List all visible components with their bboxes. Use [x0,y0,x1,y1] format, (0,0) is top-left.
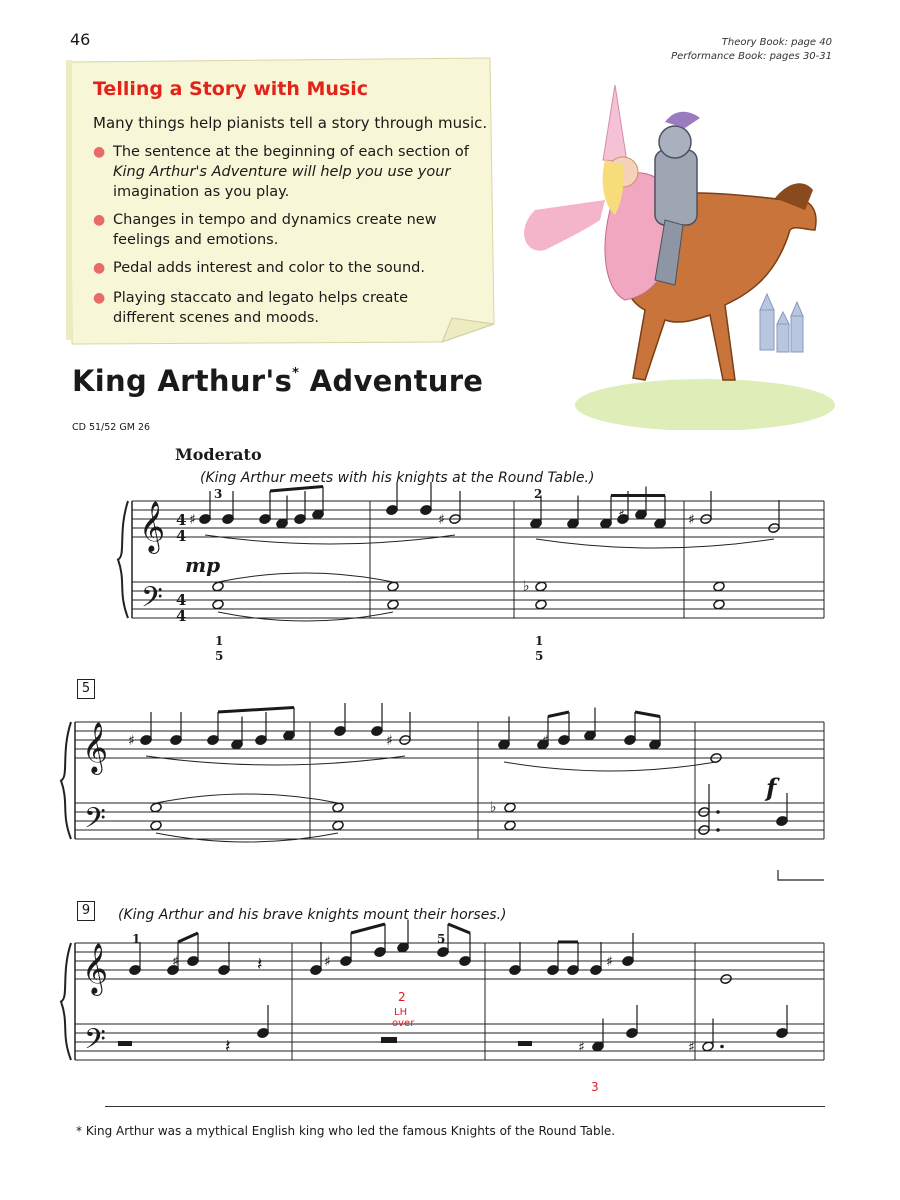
dynamic-mp: mp [185,553,221,577]
sharp-icon: ♯ [578,1039,585,1056]
fingering-label: 1 [215,634,224,648]
note-head [635,509,648,520]
story-bullet: ● Changes in tempo and dynamics create new feelings and emotions. [93,212,437,248]
bullet-dot-icon: ● [93,212,106,228]
note-head [547,964,560,975]
dot [720,1045,724,1049]
whole-note-head [332,820,345,831]
story-title: Telling a Story with Music [93,78,369,100]
beam [351,924,385,933]
note-head [218,964,231,975]
sharp-icon: ♯ [128,733,135,749]
dynamic-f: f [766,773,777,802]
fingering-label: over [392,1018,415,1029]
beam [270,487,323,492]
whole-note-head [713,599,726,610]
slur [218,573,393,582]
bullet-dot-icon: ● [93,290,106,306]
note-head [498,739,511,750]
footnote-divider [105,1106,825,1107]
note-head [140,734,153,745]
sharp-icon: ♯ [542,733,549,749]
time-signature-top: 4 [176,511,187,529]
slur [536,539,774,548]
note-head [129,964,142,975]
bass-clef-icon: 𝄢 [141,581,163,621]
note-head [584,730,597,741]
note-head [187,955,200,966]
performance-book-ref: Performance Book: pages 30-31 [671,51,832,62]
note-head [374,946,387,957]
fingering-label: 3 [591,1080,599,1094]
whole-note-head [332,802,345,813]
fingering-label: 3 [214,487,223,501]
fingering-label: 2 [534,487,543,501]
note-head [310,964,323,975]
whole-note-head [713,581,726,592]
time-signature-bottom: 4 [176,607,187,625]
sharp-icon: ♯ [438,512,445,528]
note-head [199,513,212,524]
whole-rest [381,1037,397,1043]
note-head [649,739,662,750]
sharp-icon: ♯ [606,954,613,970]
note-head [567,964,580,975]
note-head [626,1027,639,1038]
note-head [530,518,543,529]
time-signature-bottom: 4 [176,527,187,545]
grand-staff-brace [118,501,128,618]
slur [156,794,338,803]
beam [178,933,198,942]
note-head [776,1027,789,1038]
note-head [567,518,580,529]
story-bullet: ● Pedal adds interest and color to the sound. [93,260,425,276]
fingering-label: 1 [535,634,544,648]
story-direction-1: (King Arthur meets with his knights at the Round Table.) [200,470,595,486]
note-head [437,946,450,957]
grand-staff-brace [61,722,71,839]
whole-note-head [504,820,517,831]
slur [156,833,338,842]
beam [448,924,470,933]
note-head [257,1027,270,1038]
whole-note-head [535,581,548,592]
measure-number-9: 9 [77,901,95,921]
note-head [222,513,235,524]
whole-note-head [387,581,400,592]
note-head [259,513,272,524]
fingering-label: 2 [398,990,406,1004]
footnote: * King Arthur was a mythical English king who led the famous Knights of the Round Table. [76,1124,616,1138]
fingering-label: 5 [215,649,224,663]
whole-note-head [535,599,548,610]
whole-note-head [504,802,517,813]
sharp-icon: ♯ [618,507,625,524]
cd-info: CD 51/52 GM 26 [72,422,151,433]
story-direction-2: (King Arthur and his brave knights mount their horses.) [118,907,507,923]
theory-book-ref: Theory Book: page 40 [721,37,832,48]
sharp-icon: ♯ [172,954,179,970]
quarter-rest-icon: 𝄽 [225,1036,231,1057]
fingering-label: LH [394,1007,408,1018]
bullet-dot-icon: ● [93,260,106,276]
tempo-marking: Moderato [175,445,262,464]
note-head [622,955,635,966]
sharp-icon: ♯ [688,512,695,528]
note-head [170,734,183,745]
whole-note-head [212,581,225,592]
note-head [509,964,522,975]
note-head [397,942,410,953]
note-head [600,518,613,529]
note-head [590,964,603,975]
time-signature-top: 4 [176,591,187,609]
slur [504,762,716,771]
piece-title: King Arthur's* Adventure [72,364,484,398]
sharp-icon: ♯ [189,512,196,528]
slur [218,612,393,621]
note-head [776,815,789,826]
note-head [312,509,325,520]
note-head [420,504,433,515]
note-head [340,955,353,966]
note-head [231,739,244,750]
fingering-label: 5 [437,932,446,946]
slur [146,756,405,765]
whole-note-head [150,802,163,813]
note-head [702,1041,715,1052]
bass-clef-icon: 𝄢 [84,1023,106,1063]
note-head [294,513,307,524]
pedal-bracket [778,870,824,880]
note-head [459,955,472,966]
grand-staff-brace [61,943,71,1060]
note-head [207,734,220,745]
sharp-icon: ♯ [324,954,331,970]
note-head [654,518,667,529]
story-bullet: ● Playing staccato and legato helps create different scenes and moods. [93,290,409,326]
fingering-label: 1 [132,932,141,946]
whole-note-head [150,820,163,831]
note-head [558,734,571,745]
note-head [276,518,289,529]
treble-clef-icon: 𝄞 [82,943,109,994]
dot [716,828,720,832]
bullet-dot-icon: ● [93,144,106,160]
half-rest [118,1041,132,1046]
story-intro: Many things help pianists tell a story through music. [93,114,488,132]
fingering-label: 5 [535,649,544,663]
beam [548,712,569,717]
note-head [592,1041,605,1052]
note-head [624,734,637,745]
quarter-rest-icon: 𝄽 [257,954,263,975]
slur [205,535,455,544]
sharp-icon: ♯ [386,733,393,749]
treble-clef-icon: 𝄞 [139,501,166,552]
note-head [371,725,384,736]
page-number: 46 [70,30,91,49]
dot [716,810,720,814]
story-bullet: ● The sentence at the beginning of each section of King Arthur's Adventure will help you use your imagination as you play. [93,144,469,200]
measure-number-5: 5 [77,679,95,699]
beam [635,712,660,717]
sharp-icon: ♯ [688,1039,695,1056]
flat-icon: ♭ [523,578,530,595]
note-head [255,734,268,745]
half-rest [518,1041,532,1046]
beam [218,708,294,713]
bass-clef-icon: 𝄢 [84,802,106,842]
whole-note-head [212,599,225,610]
note-head [386,504,399,515]
note-head [334,725,347,736]
flat-icon: ♭ [490,799,497,816]
whole-note-head [387,599,400,610]
note-head [283,730,296,741]
treble-clef-icon: 𝄞 [82,722,109,773]
footnote-marker: * [292,366,300,381]
